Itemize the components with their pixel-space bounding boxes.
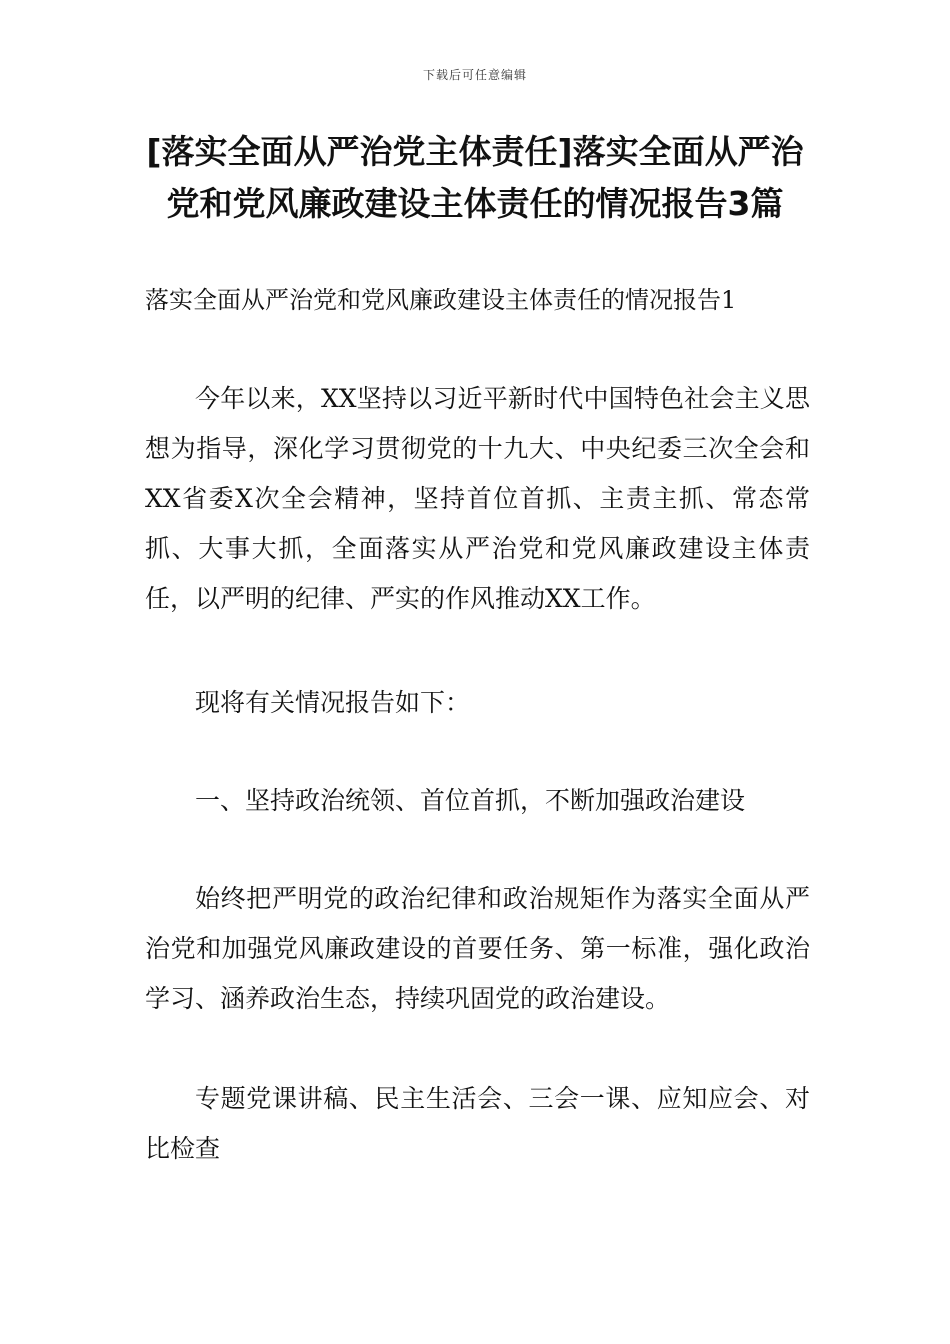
paragraph-political-discipline: 始终把严明党的政治纪律和政治规矩作为落实全面从严治党和加强党风廉政建设的首要任务、第一标准，强化政治学习、涵养政治生态，持续巩固党的政治建设。	[145, 884, 810, 1013]
paragraph-keywords: 专题党课讲稿、民主生活会、三会一课、应知应会、对比检查	[145, 1084, 810, 1163]
section-heading-1: 一、坚持政治统领、首位首抓，不断加强政治建设	[195, 786, 746, 815]
document-title: [落实全面从严治党主体责任]落实全面从严治党和党风廉政建设主体责任的情况报告3篇	[146, 132, 804, 223]
header-note: 下载后可任意编辑	[422, 68, 527, 82]
paragraph-report-lead: 现将有关情况报告如下：	[195, 688, 471, 717]
document-subtitle: 落实全面从严治党和党风廉政建设主体责任的情况报告1	[145, 286, 737, 314]
paragraph-intro: 今年以来，XX坚持以习近平新时代中国特色社会主义思想为指导，深化学习贯彻党的十九大、中央纪委三次全会和XX省委X次全会精神，坚持首位首抓、主责主抓、常态常抓、大事大抓，全面落实从严治党和党风廉政建设主体责任，以严明的纪律、严实的作风推动XX工作。	[145, 384, 810, 613]
